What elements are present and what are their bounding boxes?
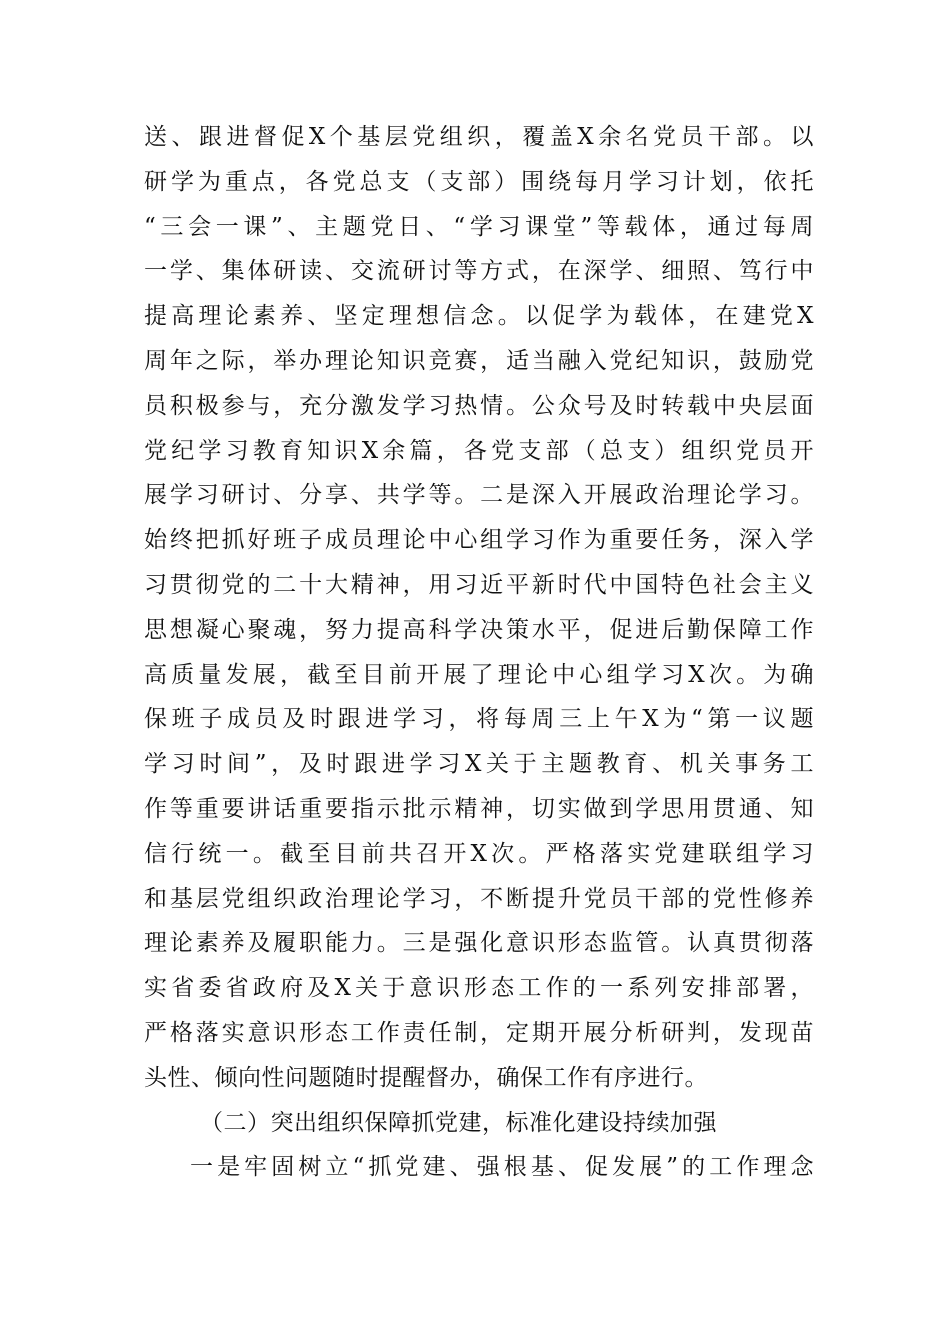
paragraph-line: 理论素养及履职能力。三是强化意识形态监管。认真贯彻落	[144, 930, 814, 957]
section-heading: （二）突出组织保障抓党建，标准化建设持续加强	[200, 1109, 717, 1136]
paragraph-line: 始终把抓好班子成员理论中心组学习作为重要任务，深入学	[144, 527, 814, 554]
paragraph-line: 提高理论素养、坚定理想信念。以促学为载体，在建党X	[144, 303, 814, 330]
paragraph-line: “三会一课”、主题党日、“学习课堂”等载体，通过每周	[144, 213, 814, 240]
paragraph-line: 学习时间”，及时跟进学习X关于主题教育、机关事务工	[144, 751, 814, 778]
paragraph-line: 作等重要讲话重要指示批示精神，切实做到学思用贯通、知	[144, 795, 814, 822]
paragraph-line: 员积极参与，充分激发学习热情。公众号及时转载中央层面	[144, 392, 814, 419]
paragraph-line: 习贯彻党的二十大精神，用习近平新时代中国特色社会主义	[144, 571, 814, 598]
paragraph-line: 保班子成员及时跟进学习，将每周三上午X为“第一议题	[144, 706, 814, 733]
paragraph-line: 研学为重点，各党总支（支部）围绕每月学习计划，依托	[144, 168, 814, 195]
paragraph-line: 和基层党组织政治理论学习，不断提升党员干部的党性修养	[144, 885, 814, 912]
paragraph-line: 头性、倾向性问题随时提醒督办，确保工作有序进行。	[144, 1064, 708, 1091]
paragraph-line: 一学、集体研读、交流研讨等方式，在深学、细照、笃行中	[144, 258, 814, 285]
paragraph-line: 高质量发展，截至目前开展了理论中心组学习X次。为确	[144, 661, 814, 688]
document-body	[144, 115, 814, 1190]
paragraph-line: 信行统一。截至目前共召开X次。严格落实党建联组学习	[144, 840, 814, 867]
paragraph-line: 实省委省政府及X关于意识形态工作的一系列安排部署，	[144, 975, 814, 1002]
paragraph-line: 严格落实意识形态工作责任制，定期开展分析研判，发现苗	[144, 1019, 814, 1046]
paragraph-line: 送、跟进督促X个基层党组织，覆盖X余名党员干部。以	[144, 124, 814, 150]
paragraph-line: 一是牢固树立“抓党建、强根基、促发展”的工作理念	[190, 1154, 814, 1181]
paragraph-line: 周年之际，举办理论知识竞赛，适当融入党纪知识，鼓励党	[144, 347, 814, 374]
paragraph-line: 思想凝心聚魂，努力提高科学决策水平，促进后勤保障工作	[144, 616, 814, 643]
paragraph-line: 展学习研讨、分享、共学等。二是深入开展政治理论学习。	[144, 482, 814, 509]
paragraph-line: 党纪学习教育知识X余篇，各党支部（总支）组织党员开	[144, 437, 814, 464]
